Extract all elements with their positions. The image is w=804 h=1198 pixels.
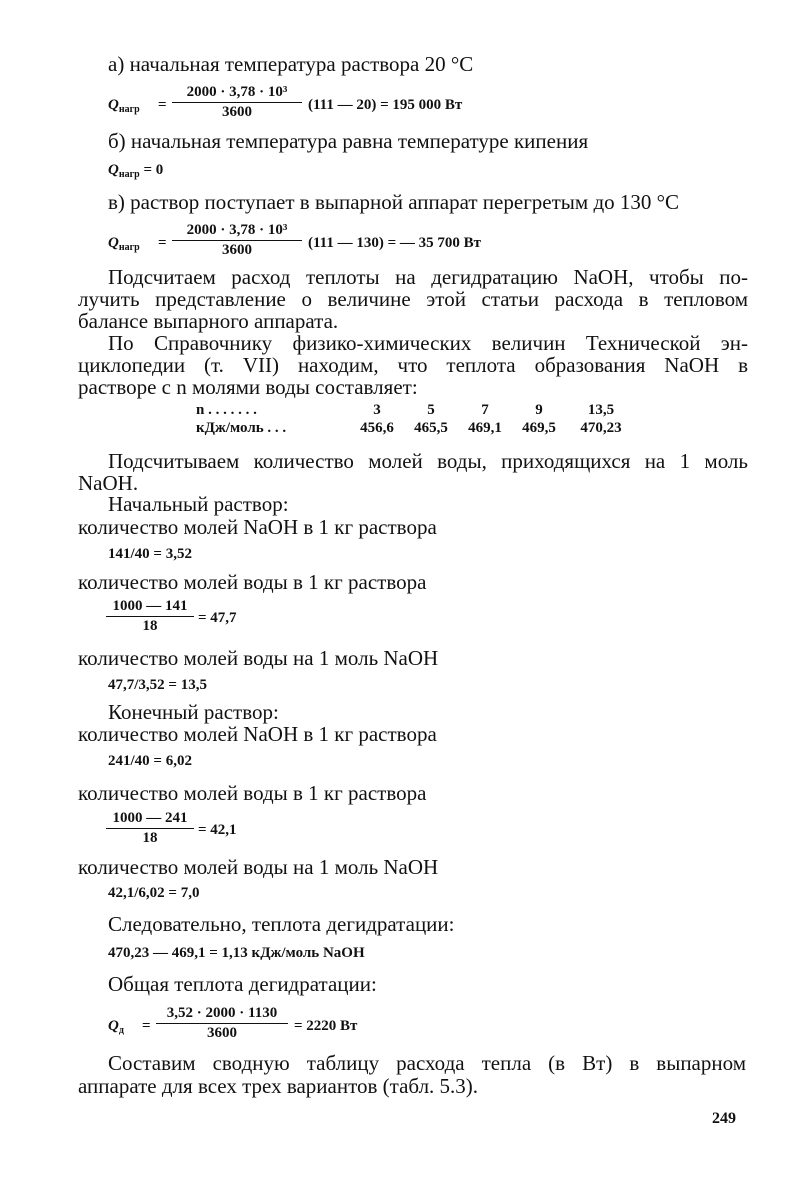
case-a-q: $Q_{нагр}$	[108, 97, 140, 115]
para2-line1: По Справочнику физико-химических величин Технической эн-	[108, 331, 748, 355]
para3-line1: Подсчитываем количество молей воды, приходящихся на 1 моль	[108, 449, 748, 473]
initial-denominator: 18	[142, 618, 158, 634]
case-a-fraction	[172, 84, 302, 121]
initial-calc3: 47,7/3,52 = 13,5	[108, 677, 207, 693]
initial-calc1: 141/40 = 3,52	[108, 546, 192, 562]
final-fraction	[106, 810, 194, 847]
conclusion-denominator: 3600	[207, 1025, 237, 1041]
para2-line3: растворе с n молями воды составляет:	[78, 375, 418, 399]
conclusion-calc1: 470,23 — 469,1 = 1,13 кДж/моль NaOH	[108, 945, 365, 961]
final-numerator: 1000 — 241	[106, 810, 194, 829]
conclusion-line2: Общая теплота дегидратации:	[108, 972, 377, 996]
initial-line2: количество молей воды в 1 кг раствора	[78, 570, 427, 594]
conclusion-eq: =	[142, 1018, 151, 1034]
case-a-denominator: 3600	[222, 104, 252, 120]
initial-heading: Начальный раствор:	[108, 492, 289, 516]
case-c-denominator: 3600	[222, 242, 252, 258]
table-kj-cell: 465,5	[414, 420, 448, 436]
conclusion-result: = 2220 Вт	[294, 1018, 358, 1034]
table-n-cell: 9	[535, 402, 543, 418]
table-n-cell: 5	[427, 402, 435, 418]
final-line1: количество молей NaOH в 1 кг раствора	[78, 722, 437, 746]
table-n-cell: 13,5	[587, 402, 615, 418]
table-row-n-label: n . . . . . . .	[196, 402, 257, 418]
case-b-label: б) начальная температура равна температуре кипения	[108, 129, 589, 153]
para4-line2: аппарате для всех трех вариантов (табл. 5.3).	[78, 1074, 479, 1098]
table-kj-cell: 456,6	[360, 420, 394, 436]
final-denominator: 18	[142, 830, 158, 846]
case-c-fraction	[172, 222, 302, 259]
final-calc1: 241/40 = 6,02	[108, 753, 192, 769]
initial-line3: количество молей воды на 1 моль NaOH	[78, 646, 439, 670]
final-calc3: 42,1/6,02 = 7,0	[108, 885, 200, 901]
conclusion-fraction	[156, 1005, 288, 1042]
conclusion-numerator: 3,52 · 2000 · 1130	[156, 1005, 288, 1024]
initial-result2: = 47,7	[198, 610, 237, 626]
para1-line1: Подсчитаем расход теплоты на дегидратацию NaOH, чтобы по-	[108, 265, 748, 289]
para1-line3: балансе выпарного аппарата.	[78, 309, 339, 333]
initial-line1: количество молей NaOH в 1 кг раствора	[78, 515, 437, 539]
initial-numerator: 1000 — 141	[106, 598, 194, 617]
table-kj-cell: 469,1	[468, 420, 502, 436]
table-n-cell: 3	[373, 402, 381, 418]
conclusion-line1: Следовательно, теплота дегидратации:	[108, 912, 455, 936]
initial-fraction	[106, 598, 194, 635]
final-line3: количество молей воды на 1 моль NaOH	[78, 855, 439, 879]
case-b-formula: $Q_{нагр} = 0$	[108, 162, 164, 180]
case-c-label: в) раствор поступает в выпарной аппарат перегретым до 130 °С	[108, 190, 680, 214]
final-heading: Конечный раствор:	[108, 700, 279, 724]
para1-line2: лучить представление о величине этой статьи расхода в тепловом	[78, 287, 748, 311]
table-n-cell: 7	[481, 402, 489, 418]
table-kj-cell: 470,23	[580, 420, 622, 436]
case-c-q: $Q_{нагр}$	[108, 235, 140, 253]
case-a-result: (111 — 20) = 195 000 Вт	[308, 97, 463, 113]
final-line2: количество молей воды в 1 кг раствора	[78, 781, 427, 805]
case-c-result: (111 — 130) = — 35 700 Вт	[308, 235, 482, 251]
table-row-kj-label: кДж/моль . . .	[196, 420, 287, 436]
case-a-numerator: 2000 · 3,78 · 10³	[172, 84, 302, 103]
conclusion-q: $Q_д$	[108, 1018, 124, 1036]
case-c-numerator: 2000 · 3,78 · 10³	[172, 222, 302, 241]
case-c-eq: =	[158, 235, 167, 251]
table-kj-cell: 469,5	[522, 420, 556, 436]
final-result2: = 42,1	[198, 822, 237, 838]
para2-line2: циклопедии (т. VII) находим, что теплота образования NaOH в	[78, 353, 748, 377]
page-number: 249	[712, 1110, 736, 1127]
case-a-label: а) начальная температура раствора 20 °С	[108, 52, 474, 76]
para4-line1: Составим сводную таблицу расхода тепла (в Вт) в выпарном	[108, 1051, 746, 1075]
case-a-eq: =	[158, 97, 167, 113]
para3-line2: NaOH.	[78, 471, 139, 495]
